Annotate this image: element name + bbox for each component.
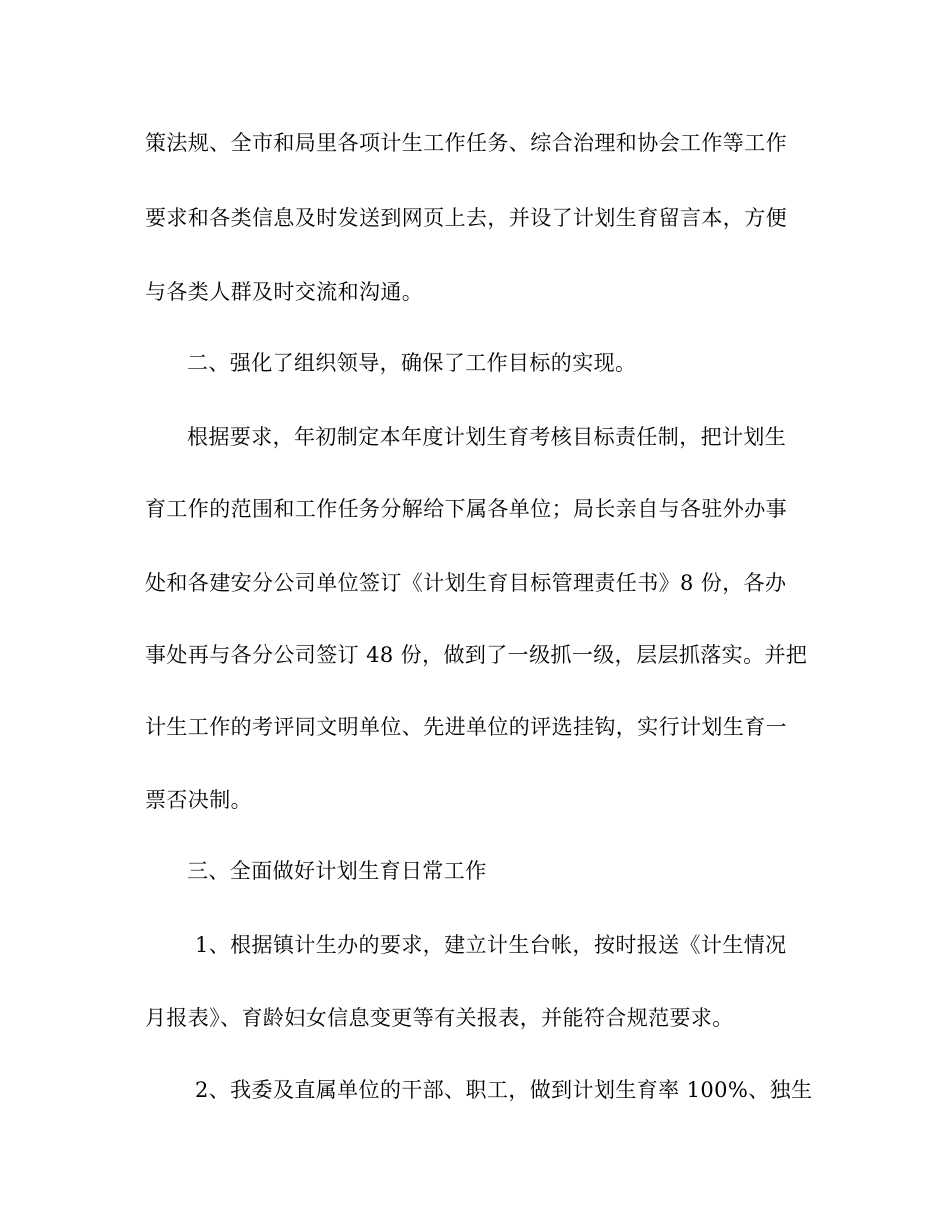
paragraph-line: 处和各建安分公司单位签订《计划生育目标管理责任书》8 份，各办	[145, 571, 787, 595]
paragraph-line: 育工作的范围和工作任务分解给下属各单位；局长亲自与各驻外办事	[145, 497, 787, 521]
paragraph-line: 与各类人群及时交流和沟通。	[145, 280, 424, 304]
paragraph-line: 2、我委及直属单位的干部、职工，做到计划生育率 100%、独生	[195, 1078, 813, 1102]
paragraph-line: 票否决制。	[145, 788, 252, 812]
section-heading: 二、强化了组织领导，确保了工作目标的实现。	[187, 351, 637, 375]
paragraph-line: 计生工作的考评同文明单位、先进单位的评选挂钩，实行计划生育一	[145, 715, 787, 739]
paragraph-line: 月报表》、育龄妇女信息变更等有关报表，并能符合规范要求。	[145, 1006, 734, 1030]
paragraph-line: 策法规、全市和局里各项计生工作任务、综合治理和协会工作等工作	[145, 131, 787, 155]
paragraph-line: 1、根据镇计生办的要求，建立计生台帐，按时报送《计生情况	[195, 933, 787, 957]
paragraph-line: 事处再与各分公司签订 48 份，做到了一级抓一级，层层抓落实。并把	[145, 643, 808, 667]
paragraph-line: 根据要求，年初制定本年度计划生育考核目标责任制，把计划生	[187, 425, 787, 449]
section-heading: 三、全面做好计划生育日常工作	[187, 859, 487, 883]
paragraph-line: 要求和各类信息及时发送到网页上去，并设了计划生育留言本，方便	[145, 206, 787, 230]
